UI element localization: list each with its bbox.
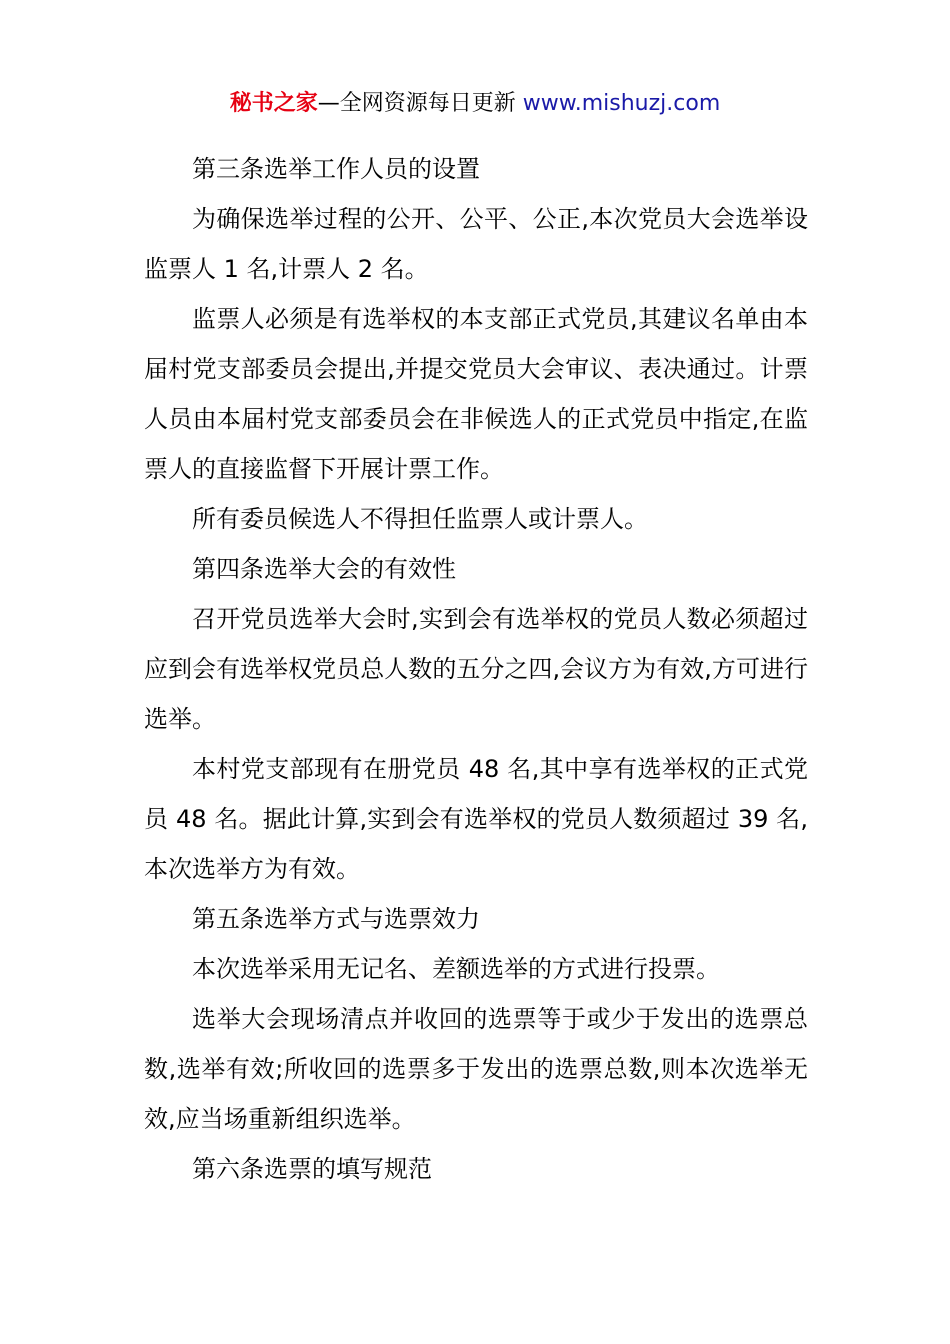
section-heading-3: 第三条选举工作人员的设置 xyxy=(192,155,480,183)
paragraph: 选举大会现场清点并收回的选票等于或少于发出的选票总数,选举有效;所收回的选票多于发出的选票总数,则本次选举无效,应当场重新组织选举。 xyxy=(144,1005,808,1133)
site-header xyxy=(0,86,950,122)
paragraph: 本次选举采用无记名、差额选举的方式进行投票。 xyxy=(192,955,720,983)
document-body xyxy=(144,144,808,1194)
site-url-link[interactable]: www.mishuzj.com xyxy=(522,91,721,116)
header-tagline: —全网资源每日更新 xyxy=(317,91,516,116)
paragraph: 监票人必须是有选举权的本支部正式党员,其建议名单由本届村党支部委员会提出,并提交党员大会审议、表决通过。计票人员由本届村党支部委员会在非候选人的正式党员中指定,在监票人的直接监督下开展计票工作。 xyxy=(144,305,808,483)
paragraph: 为确保选举过程的公开、公平、公正,本次党员大会选举设监票人 1 名,计票人 2 名。 xyxy=(144,205,808,283)
paragraph: 所有委员候选人不得担任监票人或计票人。 xyxy=(192,505,648,533)
paragraph: 本村党支部现有在册党员 48 名,其中享有选举权的正式党员 48 名。据此计算,实到会有选举权的党员人数须超过 39 名,本次选举方为有效。 xyxy=(144,755,808,883)
paragraph: 召开党员选举大会时,实到会有选举权的党员人数必须超过应到会有选举权党员总人数的五分之四,会议方为有效,方可进行选举。 xyxy=(144,605,808,733)
brand-name: 秘书之家 xyxy=(229,91,318,116)
section-heading-5: 第五条选举方式与选票效力 xyxy=(192,905,480,933)
section-heading-6: 第六条选票的填写规范 xyxy=(192,1155,432,1183)
section-heading-4: 第四条选举大会的有效性 xyxy=(192,555,456,583)
